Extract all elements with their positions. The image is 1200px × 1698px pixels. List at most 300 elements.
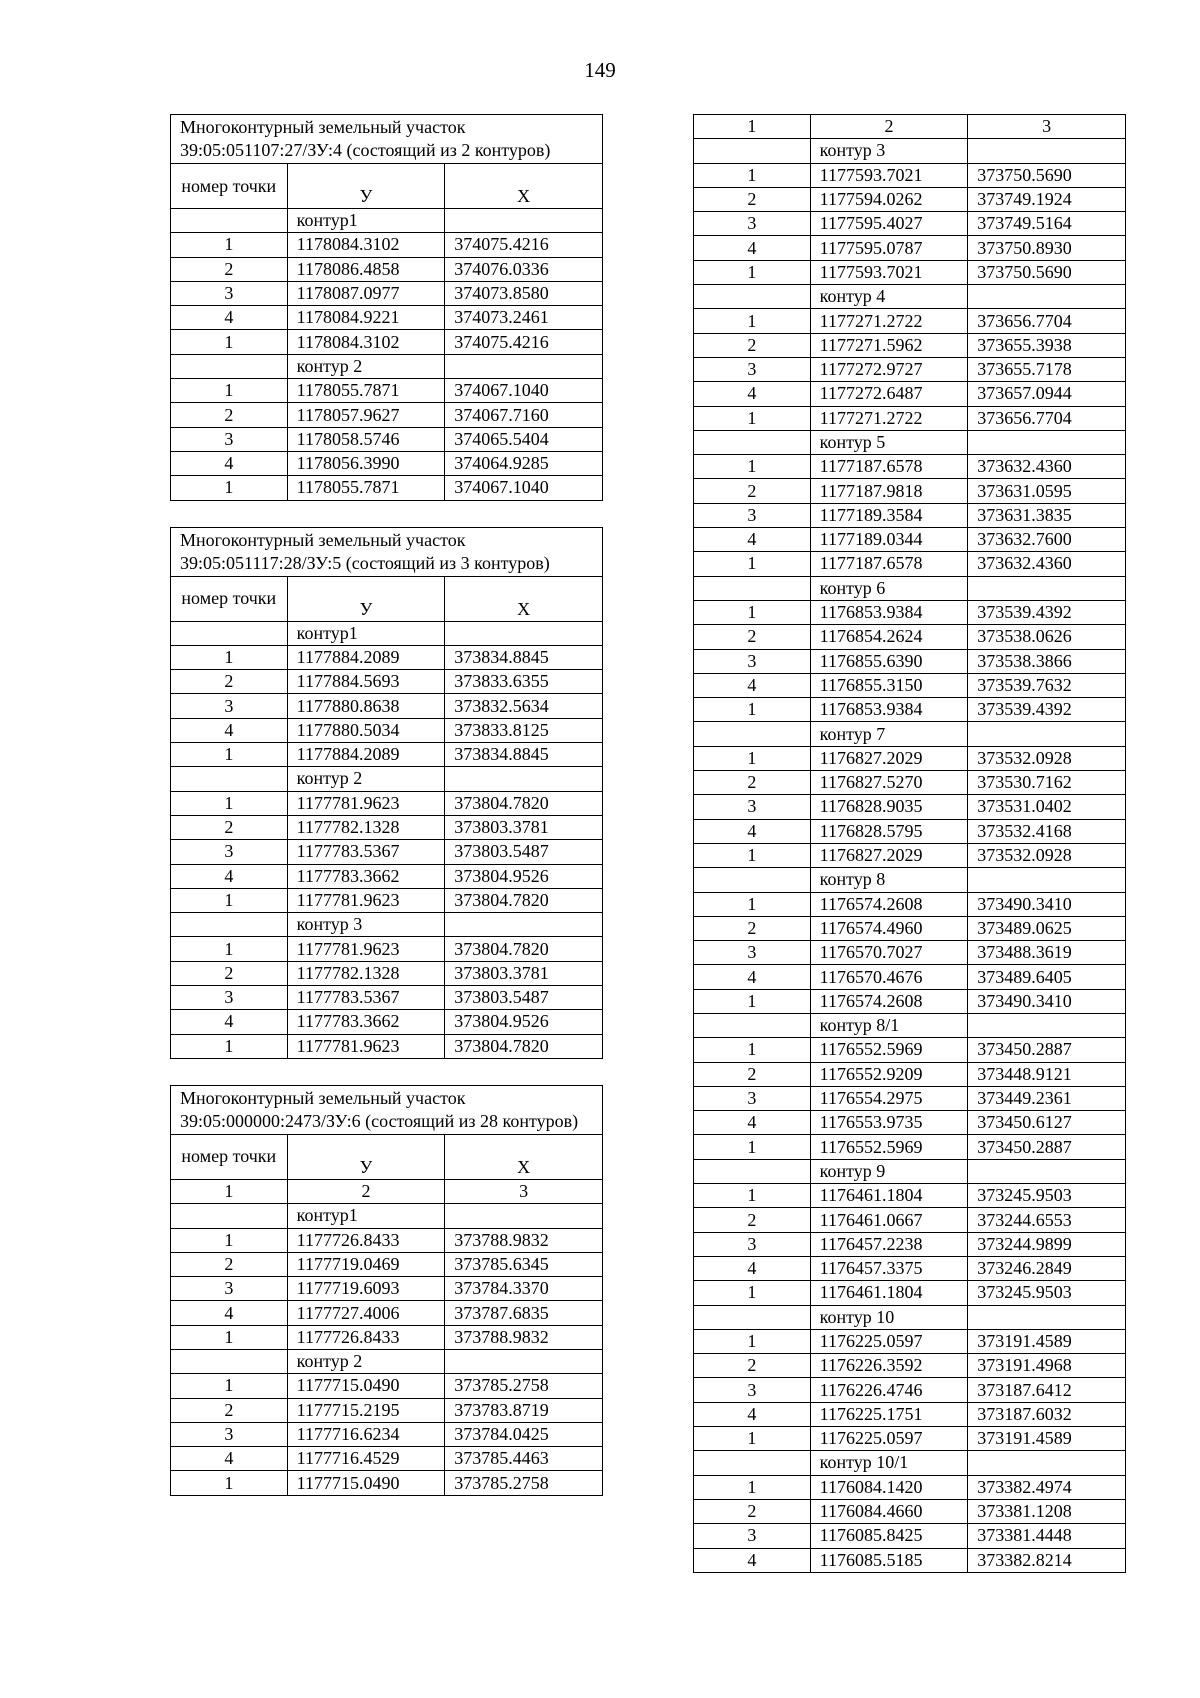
y-coordinate: 1176552.5969 xyxy=(810,1135,968,1159)
x-coordinate: 373749.5164 xyxy=(968,212,1126,236)
x-coordinate: 373749.1924 xyxy=(968,187,1126,211)
table-cell xyxy=(171,1349,288,1373)
table-cell xyxy=(968,430,1126,454)
x-coordinate: 374073.8580 xyxy=(445,281,603,305)
x-coordinate: 374076.0336 xyxy=(445,257,603,281)
x-coordinate: 373244.6553 xyxy=(968,1208,1126,1232)
contour-row xyxy=(694,1305,1126,1329)
table-row xyxy=(171,1034,603,1058)
contour-label: контур 8/1 xyxy=(810,1013,968,1037)
table-row xyxy=(694,187,1126,211)
table-cell xyxy=(445,767,603,791)
table-row xyxy=(694,236,1126,260)
table-row xyxy=(694,1475,1126,1499)
point-number: 1 xyxy=(171,888,288,912)
table-cell xyxy=(445,621,603,645)
point-number: 3 xyxy=(694,649,811,673)
y-coordinate: 1176827.2029 xyxy=(810,843,968,867)
y-coordinate: 1177716.4529 xyxy=(287,1447,445,1471)
point-number: 3 xyxy=(694,357,811,381)
y-coordinate: 1177727.4006 xyxy=(287,1301,445,1325)
y-coordinate: 1178084.3102 xyxy=(287,233,445,257)
y-coordinate: 1176553.9735 xyxy=(810,1111,968,1135)
point-number: 2 xyxy=(171,403,288,427)
point-number: 3 xyxy=(171,427,288,451)
point-number: 1 xyxy=(694,989,811,1013)
x-coordinate: 373834.8845 xyxy=(445,645,603,669)
table-row xyxy=(694,819,1126,843)
contour-row xyxy=(171,621,603,645)
table-cell xyxy=(694,576,811,600)
x-coordinate: 373804.7820 xyxy=(445,937,603,961)
contour-row xyxy=(694,139,1126,163)
table-row xyxy=(694,1402,1126,1426)
table-row xyxy=(694,455,1126,479)
point-number: 1 xyxy=(694,1135,811,1159)
table-row xyxy=(171,1228,603,1252)
table-row xyxy=(694,625,1126,649)
y-coordinate: 1177783.3662 xyxy=(287,1010,445,1034)
point-number: 3 xyxy=(694,795,811,819)
table-row xyxy=(694,673,1126,697)
x-coordinate: 373632.4360 xyxy=(968,455,1126,479)
point-number: 4 xyxy=(694,382,811,406)
table-cell xyxy=(968,139,1126,163)
y-coordinate: 1176084.4660 xyxy=(810,1499,968,1523)
x-coordinate: 373532.0928 xyxy=(968,843,1126,867)
table-row xyxy=(694,649,1126,673)
y-coordinate: 1178084.9221 xyxy=(287,306,445,330)
y-coordinate: 1177593.7021 xyxy=(810,163,968,187)
x-coordinate: 374064.9285 xyxy=(445,451,603,475)
x-coordinate: 373785.2758 xyxy=(445,1374,603,1398)
table-cell xyxy=(694,1159,811,1183)
x-coordinate: 373803.5487 xyxy=(445,986,603,1010)
y-coordinate: 1177782.1328 xyxy=(287,815,445,839)
point-number: 4 xyxy=(171,451,288,475)
point-number: 2 xyxy=(171,1398,288,1422)
point-number: 4 xyxy=(694,236,811,260)
point-number: 3 xyxy=(694,212,811,236)
contour-row xyxy=(694,1451,1126,1475)
point-number: 1 xyxy=(171,937,288,961)
y-coordinate: 1176855.6390 xyxy=(810,649,968,673)
x-coordinate: 373804.7820 xyxy=(445,1034,603,1058)
point-number: 1 xyxy=(694,746,811,770)
table-row xyxy=(171,1471,603,1495)
y-coordinate: 1177726.8433 xyxy=(287,1325,445,1349)
point-number: 1 xyxy=(171,1179,288,1203)
y-coordinate: 1176853.9384 xyxy=(810,698,968,722)
table-cell xyxy=(694,139,811,163)
point-number: 3 xyxy=(694,941,811,965)
header-x: Х xyxy=(445,164,603,209)
table-row xyxy=(171,233,603,257)
right-column xyxy=(693,114,1126,1573)
column-number-row xyxy=(694,115,1126,139)
table-title: Многоконтурный земельный участок 39:05:051107:27/ЗУ:4 (состоящий из 2 контуров) xyxy=(171,115,603,164)
table-cell xyxy=(694,868,811,892)
y-coordinate: 1177715.0490 xyxy=(287,1471,445,1495)
table-title-row xyxy=(171,527,603,576)
table-row xyxy=(171,840,603,864)
table-header-row xyxy=(171,1134,603,1179)
x-coordinate: 373833.6355 xyxy=(445,670,603,694)
y-coordinate: 2 xyxy=(810,115,968,139)
table-row xyxy=(171,815,603,839)
x-coordinate: 373382.8214 xyxy=(968,1548,1126,1572)
table-row xyxy=(171,718,603,742)
x-coordinate: 373834.8845 xyxy=(445,743,603,767)
point-number: 1 xyxy=(171,645,288,669)
y-coordinate: 1176225.0597 xyxy=(810,1329,968,1353)
x-coordinate: 373450.6127 xyxy=(968,1111,1126,1135)
point-number: 1 xyxy=(171,743,288,767)
table-cell xyxy=(694,1305,811,1329)
contour-row xyxy=(694,430,1126,454)
y-coordinate: 1178056.3990 xyxy=(287,451,445,475)
x-coordinate: 373631.0595 xyxy=(968,479,1126,503)
y-coordinate: 1176554.2975 xyxy=(810,1086,968,1110)
y-coordinate: 1177884.2089 xyxy=(287,645,445,669)
point-number: 2 xyxy=(694,333,811,357)
x-coordinate: 373191.4589 xyxy=(968,1329,1126,1353)
point-number: 2 xyxy=(694,625,811,649)
point-number: 1 xyxy=(694,455,811,479)
table-row xyxy=(694,1378,1126,1402)
column-number-row xyxy=(171,1179,603,1203)
point-number: 1 xyxy=(694,843,811,867)
table-row xyxy=(694,698,1126,722)
y-coordinate: 1176226.3592 xyxy=(810,1354,968,1378)
x-coordinate: 373631.3835 xyxy=(968,503,1126,527)
point-number: 3 xyxy=(171,694,288,718)
x-coordinate: 373245.9503 xyxy=(968,1184,1126,1208)
y-coordinate: 1178058.5746 xyxy=(287,427,445,451)
x-coordinate: 373833.8125 xyxy=(445,718,603,742)
table-cell xyxy=(171,621,288,645)
header-point-number: номер точки xyxy=(171,576,288,621)
y-coordinate: 1178055.7871 xyxy=(287,379,445,403)
table-row xyxy=(694,1086,1126,1110)
point-number: 4 xyxy=(171,718,288,742)
table-row xyxy=(694,1329,1126,1353)
y-coordinate: 1177719.6093 xyxy=(287,1277,445,1301)
y-coordinate: 1176574.2608 xyxy=(810,989,968,1013)
point-number: 2 xyxy=(694,1499,811,1523)
x-coordinate: 373632.4360 xyxy=(968,552,1126,576)
y-coordinate: 1177719.0469 xyxy=(287,1252,445,1276)
y-coordinate: 1176854.2624 xyxy=(810,625,968,649)
point-number: 1 xyxy=(171,1374,288,1398)
point-number: 1 xyxy=(694,1184,811,1208)
table-row xyxy=(171,694,603,718)
table-cell xyxy=(694,722,811,746)
point-number: 4 xyxy=(694,1548,811,1572)
x-coordinate: 373750.5690 xyxy=(968,163,1126,187)
x-coordinate: 373450.2887 xyxy=(968,1038,1126,1062)
table-cell xyxy=(171,1204,288,1228)
contour-row xyxy=(171,1204,603,1228)
header-point-number: номер точки xyxy=(171,1134,288,1179)
point-number: 3 xyxy=(694,1524,811,1548)
table-title: Многоконтурный земельный участок 39:05:000000:2473/ЗУ:6 (состоящий из 28 контуров) xyxy=(171,1085,603,1134)
y-coordinate: 1177884.5693 xyxy=(287,670,445,694)
table-cell xyxy=(694,430,811,454)
table-row xyxy=(694,406,1126,430)
x-coordinate: 373187.6412 xyxy=(968,1378,1126,1402)
table-row xyxy=(171,306,603,330)
y-coordinate: 1177715.0490 xyxy=(287,1374,445,1398)
point-number: 2 xyxy=(694,916,811,940)
contour-label: контур 9 xyxy=(810,1159,968,1183)
point-number: 1 xyxy=(694,309,811,333)
x-coordinate: 373532.0928 xyxy=(968,746,1126,770)
table-cell xyxy=(968,285,1126,309)
x-coordinate: 373489.6405 xyxy=(968,965,1126,989)
y-coordinate: 1176226.4746 xyxy=(810,1378,968,1402)
point-number: 1 xyxy=(694,552,811,576)
table-row xyxy=(694,1232,1126,1256)
x-coordinate: 373787.6835 xyxy=(445,1301,603,1325)
point-number: 2 xyxy=(694,1354,811,1378)
table-row xyxy=(694,1427,1126,1451)
x-coordinate: 374075.4216 xyxy=(445,233,603,257)
contour-label: контур 3 xyxy=(810,139,968,163)
table-row xyxy=(171,1252,603,1276)
header-x: Х xyxy=(445,576,603,621)
point-number: 1 xyxy=(694,260,811,284)
table-cell xyxy=(968,1451,1126,1475)
coordinates-table xyxy=(170,114,603,501)
x-coordinate: 374065.5404 xyxy=(445,427,603,451)
point-number: 4 xyxy=(171,864,288,888)
x-coordinate: 373632.7600 xyxy=(968,528,1126,552)
table-title: Многоконтурный земельный участок 39:05:051117:28/ЗУ:5 (состоящий из 3 контуров) xyxy=(171,527,603,576)
table-row xyxy=(694,892,1126,916)
x-coordinate: 373531.0402 xyxy=(968,795,1126,819)
table-row xyxy=(171,670,603,694)
contour-label: контур 2 xyxy=(287,767,445,791)
header-y: У xyxy=(287,1134,445,1179)
table-title-row xyxy=(171,1085,603,1134)
x-coordinate: 374075.4216 xyxy=(445,330,603,354)
point-number: 1 xyxy=(171,379,288,403)
y-coordinate: 1176828.5795 xyxy=(810,819,968,843)
table-row xyxy=(694,1354,1126,1378)
point-number: 4 xyxy=(171,1010,288,1034)
y-coordinate: 1177272.6487 xyxy=(810,382,968,406)
table-row xyxy=(694,479,1126,503)
point-number: 1 xyxy=(171,1228,288,1252)
table-row xyxy=(171,986,603,1010)
table-row xyxy=(694,843,1126,867)
table-cell xyxy=(968,576,1126,600)
point-number: 4 xyxy=(694,1256,811,1280)
table-row xyxy=(694,1548,1126,1572)
contour-row xyxy=(694,868,1126,892)
contour-row xyxy=(171,209,603,233)
contour-row xyxy=(694,576,1126,600)
point-number: 3 xyxy=(171,281,288,305)
contour-label: контур 7 xyxy=(810,722,968,746)
table-row xyxy=(171,937,603,961)
point-number: 1 xyxy=(694,1038,811,1062)
y-coordinate: 1177271.2722 xyxy=(810,406,968,430)
coordinates-table xyxy=(170,527,603,1059)
table-row xyxy=(694,795,1126,819)
contour-row xyxy=(171,1349,603,1373)
y-coordinate: 1176457.2238 xyxy=(810,1232,968,1256)
x-coordinate: 373783.8719 xyxy=(445,1398,603,1422)
table-row xyxy=(694,382,1126,406)
table-row xyxy=(171,864,603,888)
y-coordinate: 1177781.9623 xyxy=(287,1034,445,1058)
x-coordinate: 3 xyxy=(968,115,1126,139)
point-number: 2 xyxy=(171,961,288,985)
x-coordinate: 373785.2758 xyxy=(445,1471,603,1495)
table-row xyxy=(694,357,1126,381)
x-coordinate: 374067.1040 xyxy=(445,476,603,500)
y-coordinate: 1177880.5034 xyxy=(287,718,445,742)
point-number: 1 xyxy=(171,233,288,257)
point-number: 3 xyxy=(694,1232,811,1256)
point-number: 1 xyxy=(171,1471,288,1495)
y-coordinate: 1176225.0597 xyxy=(810,1427,968,1451)
table-row xyxy=(694,1111,1126,1135)
table-row xyxy=(694,1208,1126,1232)
y-coordinate: 1178086.4858 xyxy=(287,257,445,281)
y-coordinate: 1176855.3150 xyxy=(810,673,968,697)
table-row xyxy=(694,333,1126,357)
y-coordinate: 1177880.8638 xyxy=(287,694,445,718)
y-coordinate: 1177594.0262 xyxy=(810,187,968,211)
table-cell xyxy=(445,354,603,378)
point-number: 1 xyxy=(694,1329,811,1353)
x-coordinate: 373489.0625 xyxy=(968,916,1126,940)
table-row xyxy=(694,989,1126,1013)
contour-label: контур 4 xyxy=(810,285,968,309)
point-number: 4 xyxy=(171,1301,288,1325)
table-row xyxy=(694,600,1126,624)
contour-label: контур1 xyxy=(287,1204,445,1228)
point-number: 1 xyxy=(694,1281,811,1305)
table-row xyxy=(694,528,1126,552)
x-coordinate: 373788.9832 xyxy=(445,1228,603,1252)
contour-row xyxy=(694,722,1126,746)
contour-row xyxy=(694,285,1126,309)
x-coordinate: 373804.9526 xyxy=(445,1010,603,1034)
table-row xyxy=(171,1398,603,1422)
y-coordinate: 1176853.9384 xyxy=(810,600,968,624)
point-number: 1 xyxy=(694,698,811,722)
x-coordinate: 373530.7162 xyxy=(968,771,1126,795)
y-coordinate: 1176574.4960 xyxy=(810,916,968,940)
x-coordinate: 373750.8930 xyxy=(968,236,1126,260)
y-coordinate: 1176827.2029 xyxy=(810,746,968,770)
table-row xyxy=(694,916,1126,940)
point-number: 4 xyxy=(171,306,288,330)
y-coordinate: 1177726.8433 xyxy=(287,1228,445,1252)
y-coordinate: 1177781.9623 xyxy=(287,937,445,961)
point-number: 1 xyxy=(694,1427,811,1451)
table-row xyxy=(171,645,603,669)
table-row xyxy=(694,212,1126,236)
x-coordinate: 373539.4392 xyxy=(968,698,1126,722)
y-coordinate: 1177781.9623 xyxy=(287,791,445,815)
coordinates-table-block xyxy=(170,527,603,1059)
x-coordinate: 373784.3370 xyxy=(445,1277,603,1301)
point-number: 4 xyxy=(694,819,811,843)
y-coordinate: 1177783.5367 xyxy=(287,840,445,864)
x-coordinate: 373804.7820 xyxy=(445,888,603,912)
table-row xyxy=(694,1038,1126,1062)
point-number: 4 xyxy=(694,673,811,697)
table-row xyxy=(171,1447,603,1471)
table-title-row xyxy=(171,115,603,164)
y-coordinate: 1177187.6578 xyxy=(810,455,968,479)
table-row xyxy=(171,1301,603,1325)
table-row xyxy=(171,403,603,427)
point-number: 4 xyxy=(694,1111,811,1135)
table-header-row xyxy=(171,576,603,621)
x-coordinate: 374067.7160 xyxy=(445,403,603,427)
y-coordinate: 1177271.2722 xyxy=(810,309,968,333)
header-y: У xyxy=(287,164,445,209)
contour-label: контур 2 xyxy=(287,1349,445,1373)
table-row xyxy=(694,503,1126,527)
point-number: 1 xyxy=(171,791,288,815)
point-number: 3 xyxy=(694,503,811,527)
point-number: 2 xyxy=(694,1062,811,1086)
table-cell xyxy=(968,1305,1126,1329)
table-row xyxy=(171,476,603,500)
x-coordinate: 373832.5634 xyxy=(445,694,603,718)
x-coordinate: 373750.5690 xyxy=(968,260,1126,284)
table-cell xyxy=(968,1159,1126,1183)
point-number: 1 xyxy=(694,406,811,430)
y-coordinate: 2 xyxy=(287,1179,445,1203)
x-coordinate: 373381.1208 xyxy=(968,1499,1126,1523)
table-row xyxy=(171,791,603,815)
table-cell xyxy=(171,767,288,791)
point-number: 3 xyxy=(171,1277,288,1301)
y-coordinate: 1176570.4676 xyxy=(810,965,968,989)
y-coordinate: 1176461.1804 xyxy=(810,1184,968,1208)
table-cell xyxy=(968,868,1126,892)
coordinates-table xyxy=(170,1085,603,1496)
x-coordinate: 373245.9503 xyxy=(968,1281,1126,1305)
x-coordinate: 373449.2361 xyxy=(968,1086,1126,1110)
point-number: 2 xyxy=(171,815,288,839)
table-row xyxy=(171,379,603,403)
y-coordinate: 1176828.9035 xyxy=(810,795,968,819)
y-coordinate: 1176085.5185 xyxy=(810,1548,968,1572)
contour-row xyxy=(171,354,603,378)
table-row xyxy=(694,163,1126,187)
point-number: 4 xyxy=(694,965,811,989)
contour-row xyxy=(694,1013,1126,1037)
table-row xyxy=(171,257,603,281)
header-x: Х xyxy=(445,1134,603,1179)
header-point-number: номер точки xyxy=(171,164,288,209)
table-cell xyxy=(445,1204,603,1228)
table-row xyxy=(694,771,1126,795)
table-row xyxy=(694,260,1126,284)
contour-label: контур 3 xyxy=(287,913,445,937)
point-number: 1 xyxy=(171,330,288,354)
x-coordinate: 373788.9832 xyxy=(445,1325,603,1349)
